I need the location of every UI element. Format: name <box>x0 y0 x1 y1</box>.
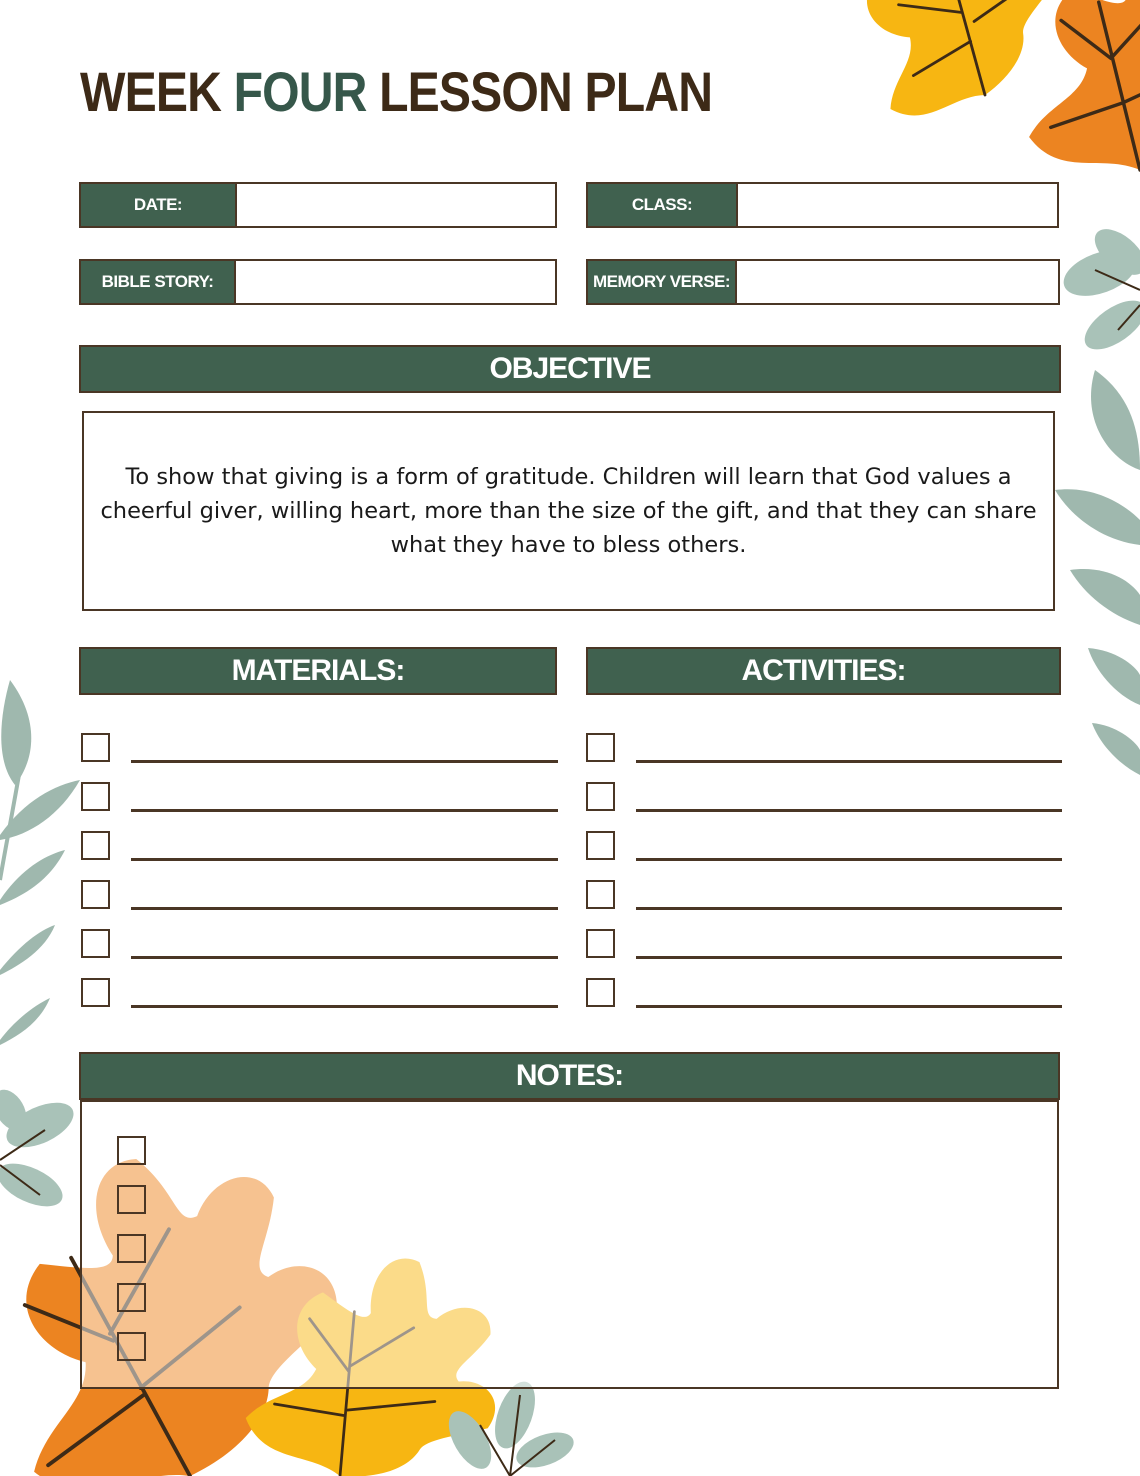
materials-item <box>81 733 558 782</box>
objective-text: To show that giving is a form of gratitude. Children will learn that God values a cheerful giver, willing heart, more than the size of the gift, and that they can share what they have to bless others. <box>100 464 1037 558</box>
title-word-lesson-plan: LESSON PLAN <box>379 60 713 123</box>
activities-item <box>586 782 1062 831</box>
activities-item <box>586 880 1062 929</box>
sage-leaves-left-lower <box>0 1084 80 1215</box>
bible-story-input[interactable] <box>236 261 555 303</box>
date-label: DATE: <box>81 184 237 226</box>
write-line[interactable] <box>636 809 1062 812</box>
materials-item <box>81 929 558 978</box>
sage-leaves-right <box>1055 370 1140 775</box>
memory-verse-input[interactable] <box>737 261 1058 303</box>
write-line[interactable] <box>131 809 558 812</box>
activities-item <box>586 733 1062 782</box>
oak-leaf-orange-top <box>998 0 1140 188</box>
checkbox[interactable] <box>81 880 110 909</box>
write-line[interactable] <box>636 760 1062 763</box>
materials-item <box>81 831 558 880</box>
title-word-four: FOUR <box>233 60 367 123</box>
date-field <box>79 182 557 228</box>
write-line[interactable] <box>131 956 558 959</box>
checkbox[interactable] <box>81 831 110 860</box>
notes-header: NOTES: <box>79 1052 1060 1100</box>
sage-sprig-bottom <box>440 1376 578 1476</box>
activities-checklist <box>586 733 1062 1027</box>
materials-header: MATERIALS: <box>79 647 557 695</box>
checkbox[interactable] <box>81 929 110 958</box>
date-input[interactable] <box>237 184 555 226</box>
class-input[interactable] <box>738 184 1057 226</box>
bible-story-label: BIBLE STORY: <box>81 261 236 303</box>
checkbox[interactable] <box>117 1283 146 1312</box>
activities-header: ACTIVITIES: <box>586 647 1061 695</box>
sage-leaves-right-top <box>1057 220 1140 359</box>
title-word-week: WEEK <box>80 60 222 123</box>
write-line[interactable] <box>636 1005 1062 1008</box>
checkbox[interactable] <box>586 978 615 1007</box>
memory-verse-label: MEMORY VERSE: <box>588 261 737 303</box>
bible-story-field <box>79 259 557 305</box>
checkbox[interactable] <box>586 880 615 909</box>
class-label: CLASS: <box>588 184 738 226</box>
write-line[interactable] <box>131 858 558 861</box>
activities-item <box>586 929 1062 978</box>
materials-checklist <box>81 733 558 1027</box>
memory-verse-field <box>586 259 1060 305</box>
checkbox[interactable] <box>586 831 615 860</box>
checkbox[interactable] <box>117 1136 146 1165</box>
checkbox[interactable] <box>117 1185 146 1214</box>
checkbox[interactable] <box>117 1234 146 1263</box>
checkbox[interactable] <box>81 978 110 1007</box>
notes-box <box>80 1100 1059 1389</box>
write-line[interactable] <box>636 907 1062 910</box>
write-line[interactable] <box>636 956 1062 959</box>
checkbox[interactable] <box>586 929 615 958</box>
checkbox[interactable] <box>586 782 615 811</box>
write-line[interactable] <box>131 907 558 910</box>
materials-item <box>81 880 558 929</box>
checkbox[interactable] <box>117 1332 146 1361</box>
checkbox[interactable] <box>81 733 110 762</box>
write-line[interactable] <box>131 760 558 763</box>
materials-item <box>81 782 558 831</box>
objective-box <box>82 411 1055 611</box>
materials-item <box>81 978 558 1027</box>
activities-item <box>586 831 1062 880</box>
sage-branch-left <box>0 680 80 1045</box>
class-field <box>586 182 1059 228</box>
write-line[interactable] <box>636 858 1062 861</box>
activities-item <box>586 978 1062 1027</box>
checkbox[interactable] <box>81 782 110 811</box>
checkbox[interactable] <box>586 733 615 762</box>
write-line[interactable] <box>131 1005 558 1008</box>
objective-header: OBJECTIVE <box>79 345 1061 393</box>
page-title <box>80 56 712 128</box>
oak-leaf-yellow-top <box>805 0 1090 144</box>
